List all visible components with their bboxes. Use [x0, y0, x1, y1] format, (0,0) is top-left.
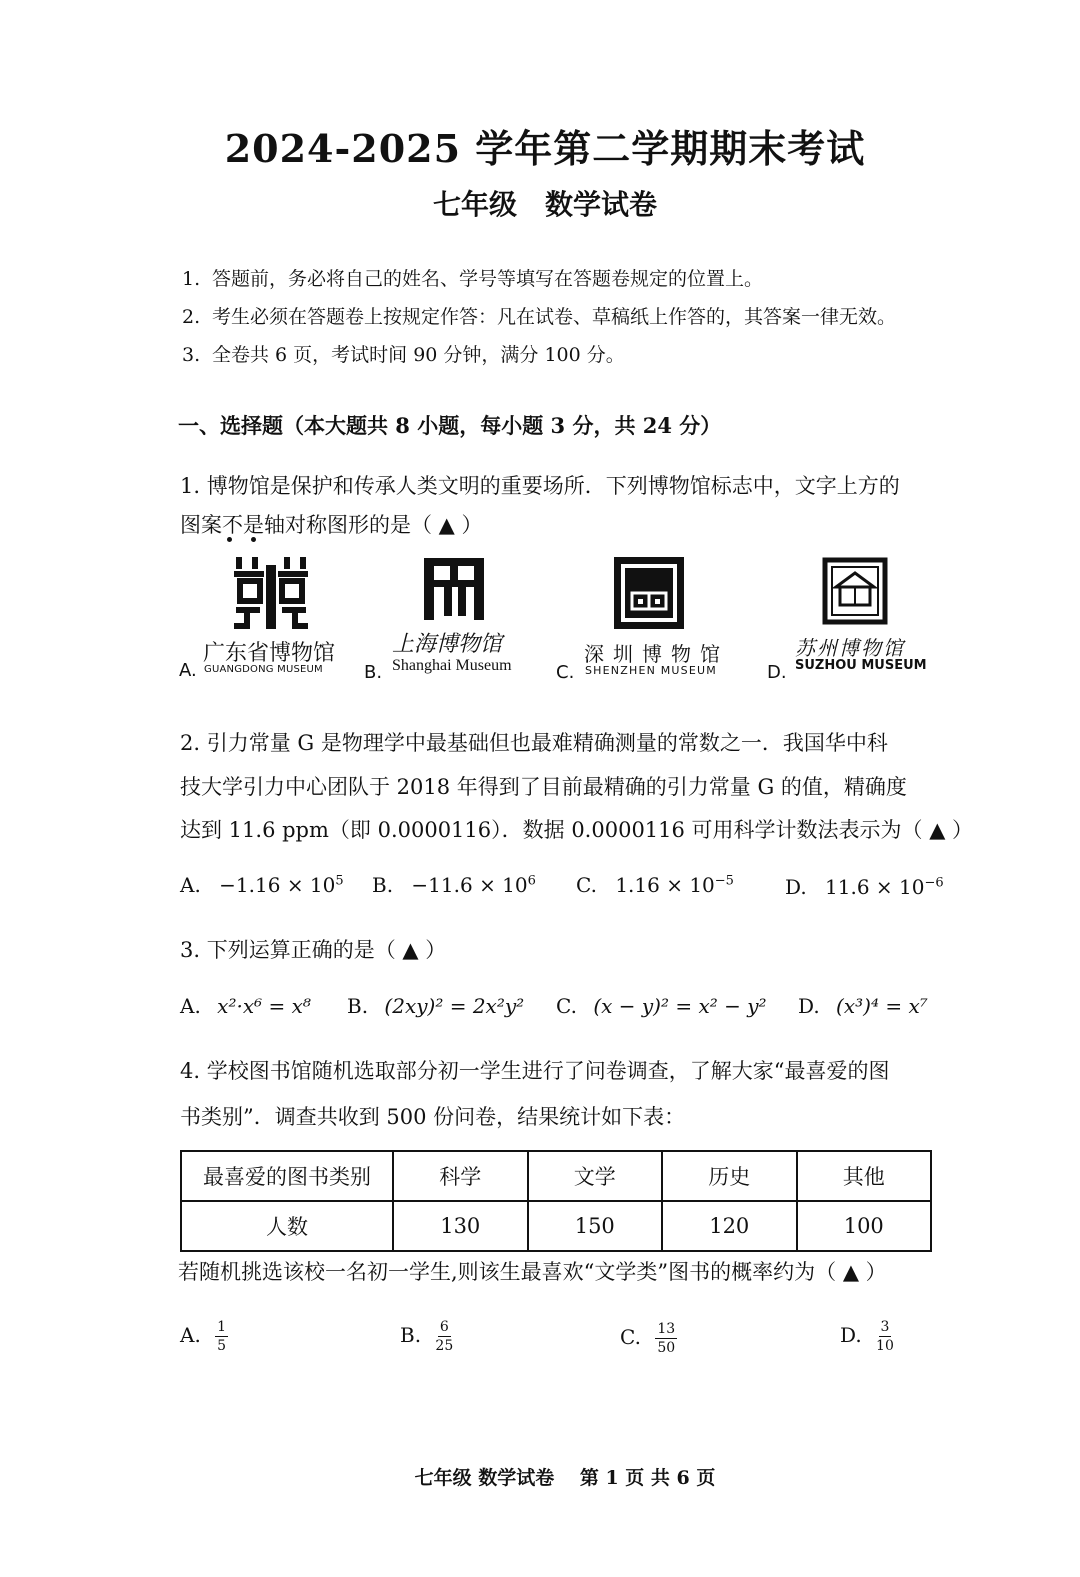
- notice-text: 全卷共 6 页，考试时间 90 分钟，满分 100 分。: [212, 344, 625, 366]
- option-letter: B.: [347, 994, 369, 1018]
- q1-line: 1. 博物馆是保护和传承人类文明的重要场所．下列博物馆标志中，文字上方的: [180, 474, 900, 498]
- table-cell: 120: [662, 1201, 797, 1251]
- option-value: 11.6 × 10: [825, 875, 925, 899]
- option-expression: (2xy)² = 2x²y²: [384, 994, 525, 1018]
- q3-option: [556, 994, 767, 1018]
- option-letter: D.: [785, 875, 807, 899]
- table-cell: 历史: [662, 1151, 797, 1201]
- option-fraction: [215, 1318, 228, 1355]
- option-letter: D.: [798, 994, 820, 1018]
- notice-text: 答题前，务必将自己的姓名、学号等填写在答题卷规定的位置上。: [212, 268, 764, 290]
- section-heading: 一、选择题（本大题共 8 小题，每小题 3 分，共 24 分）: [178, 413, 722, 438]
- option-expression: x²·x⁶ = x⁸: [217, 994, 311, 1018]
- q2-option: [576, 873, 734, 897]
- fraction-denominator: 25: [435, 1338, 454, 1354]
- option-value: 1.16 × 10: [615, 873, 715, 897]
- notice-item: [182, 302, 896, 329]
- option-letter: C.: [576, 873, 597, 897]
- q3-option: [798, 994, 928, 1018]
- option-letter: A.: [180, 994, 201, 1018]
- fraction-denominator: 5: [217, 1338, 227, 1354]
- table-row: [181, 1201, 931, 1251]
- q4-option: [180, 1318, 228, 1355]
- logo-caption-en: SUZHOU MUSEUM: [795, 658, 927, 673]
- option-letter: C.: [556, 662, 575, 683]
- logo-caption-cn: 苏州博物馆: [795, 636, 905, 660]
- notice-num: 1.: [182, 268, 201, 290]
- logo-caption-en: SHENZHEN MUSEUM: [585, 664, 717, 677]
- option-letter: A.: [179, 660, 197, 681]
- q2-line: 技大学引力中心团队于 2018 年得到了目前最精确的引力常量 G 的值，精确度: [180, 775, 907, 799]
- option-letter: C.: [620, 1325, 641, 1349]
- q2-option: [372, 873, 536, 897]
- logo-caption-en: Shanghai Museum: [392, 657, 512, 674]
- exam-subtitle: 七年级 数学试卷: [432, 188, 657, 221]
- q2-option: [180, 873, 344, 897]
- q4-line: 书类别”．调查共收到 500 份问卷，结果统计如下表：: [180, 1105, 686, 1129]
- table-cell: 文学: [528, 1151, 663, 1201]
- fraction-numerator: 6: [439, 1319, 449, 1335]
- option-fraction: [876, 1318, 894, 1355]
- table-cell: 100: [797, 1201, 932, 1251]
- page-footer: 七年级 数学试卷 第 1 页 共 6 页: [414, 1467, 716, 1489]
- notice-text: 考生必须在答题卷上按规定作答：凡在试卷、草稿纸上作答的，其答案一律无效。: [212, 306, 897, 328]
- fraction-denominator: 50: [657, 1340, 676, 1356]
- table-cell: 150: [528, 1201, 663, 1251]
- notice-item: [182, 340, 625, 367]
- q4-option: [400, 1318, 453, 1355]
- q2-line: 达到 11.6 ppm（即 0.0000116）．数据 0.0000116 可用科学计数法表示为（ ▲ ）: [180, 818, 974, 842]
- logo-caption-en: GUANGDONG MUSEUM: [204, 664, 323, 675]
- table-cell: 科学: [393, 1151, 528, 1201]
- option-letter: B.: [364, 662, 383, 683]
- guangdong-museum-logo-icon: [232, 555, 310, 631]
- emphasis-dot: [227, 537, 232, 542]
- q4-option: [620, 1320, 677, 1357]
- option-letter: B.: [400, 1323, 422, 1347]
- notice-num: 3.: [182, 344, 201, 366]
- option-exponent: −5: [714, 873, 734, 889]
- exam-title: 2024-2025 学年第二学期期末考试: [224, 126, 866, 171]
- option-letter: D.: [840, 1323, 862, 1347]
- option-exponent: −6: [924, 875, 944, 891]
- option-value: −1.16 × 10: [219, 873, 336, 897]
- fraction-numerator: 3: [880, 1319, 890, 1335]
- shanghai-museum-logo-icon: [420, 556, 488, 622]
- q2-option: [785, 875, 944, 899]
- fraction-denominator: 10: [876, 1338, 894, 1354]
- option-letter: D.: [767, 662, 787, 683]
- q3-stem: 3. 下列运算正确的是（ ▲ ）: [180, 938, 447, 962]
- notice-item: [182, 264, 763, 291]
- option-letter: A.: [180, 873, 201, 897]
- option-expression: (x − y)² = x² − y²: [593, 994, 767, 1018]
- table-cell: 130: [393, 1201, 528, 1251]
- fraction-numerator: 13: [657, 1321, 676, 1337]
- option-letter: B.: [372, 873, 394, 897]
- notice-num: 2.: [182, 306, 201, 328]
- table-cell: 人数: [181, 1201, 393, 1251]
- option-fraction: [435, 1318, 453, 1355]
- emphasis-dot: [251, 537, 256, 542]
- q3-option: [180, 994, 311, 1018]
- option-letter: C.: [556, 994, 577, 1018]
- option-letter: A.: [180, 1323, 201, 1347]
- option-fraction: [655, 1320, 677, 1357]
- table-cell: 其他: [797, 1151, 932, 1201]
- q3-option: [347, 994, 524, 1018]
- option-exponent: 6: [527, 873, 536, 889]
- q4-option: [840, 1318, 894, 1355]
- fraction-numerator: 1: [217, 1319, 227, 1335]
- shenzhen-museum-logo-icon: [612, 555, 686, 631]
- option-value: −11.6 × 10: [411, 873, 528, 897]
- option-expression: (x³)⁴ = x⁷: [836, 994, 928, 1018]
- suzhou-museum-logo-icon: [822, 557, 888, 625]
- table-row: [181, 1151, 931, 1201]
- table-cell: 最喜爱的图书类别: [181, 1151, 393, 1201]
- logo-caption-cn: 深圳博物馆: [584, 642, 729, 666]
- q4-line: 4. 学校图书馆随机选取部分初一学生进行了问卷调查，了解大家“最喜爱的图: [180, 1059, 890, 1083]
- q4-line: 若随机挑选该校一名初一学生,则该生最喜欢“文学类”图书的概率约为（ ▲ ）: [178, 1260, 887, 1284]
- survey-table: [180, 1150, 932, 1252]
- logo-caption-cn: 上海博物馆: [392, 632, 503, 657]
- logo-caption-cn: 广东省博物馆: [203, 641, 336, 666]
- q2-line: 2. 引力常量 G 是物理学中最基础但也最难精确测量的常数之一．我国华中科: [180, 731, 888, 755]
- q1-line: 图案不是轴对称图形的是（ ▲ ）: [180, 513, 483, 537]
- option-exponent: 5: [335, 873, 344, 889]
